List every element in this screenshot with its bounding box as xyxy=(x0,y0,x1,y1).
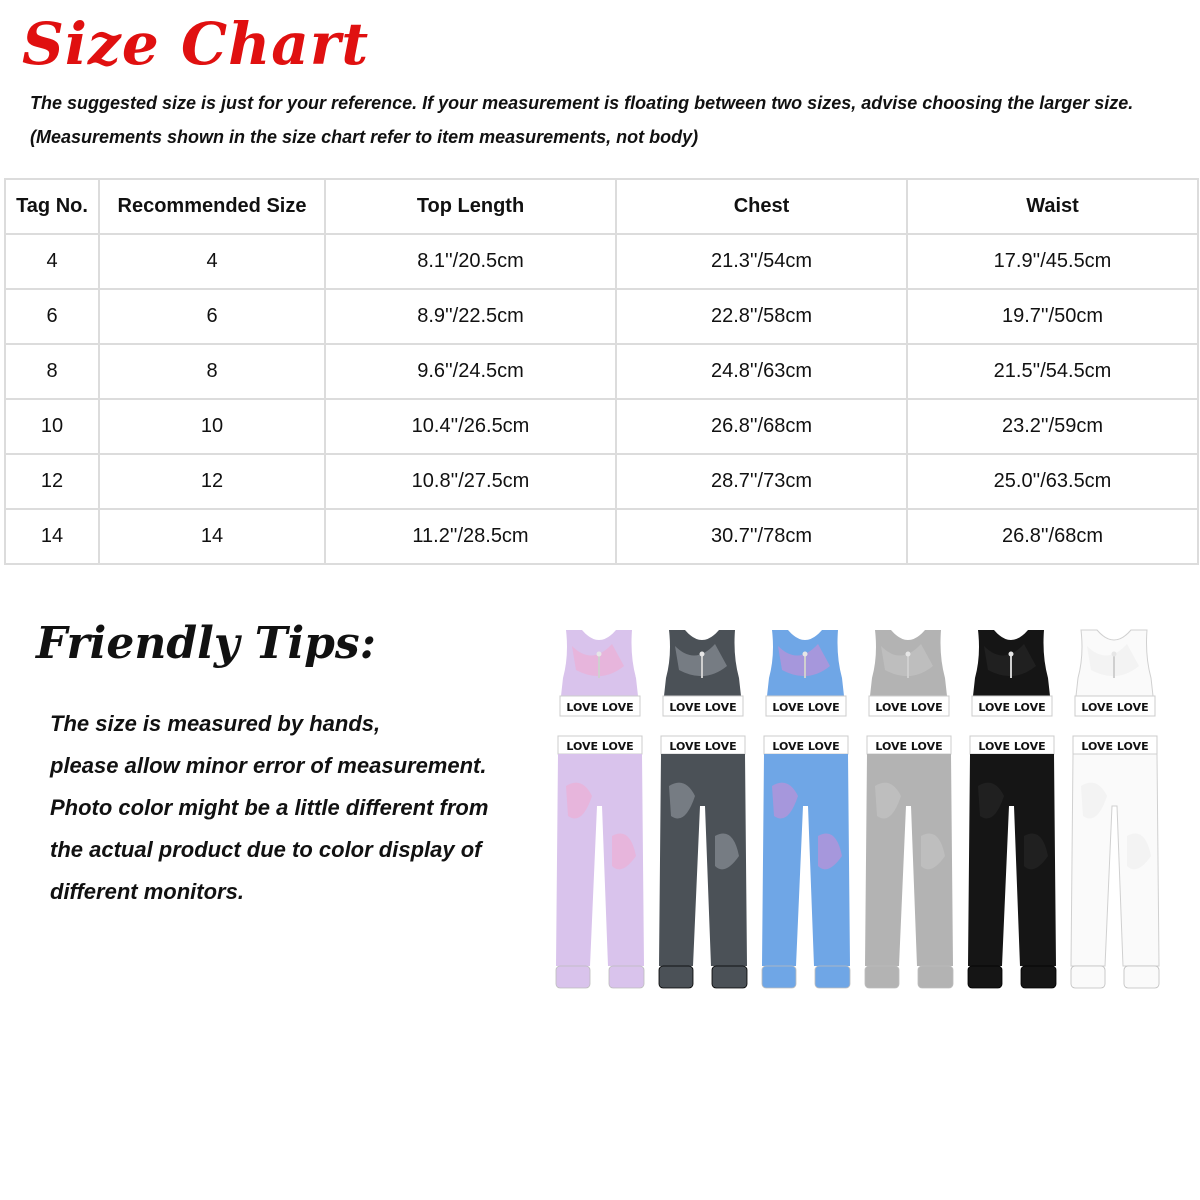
cell-chest: 21.3''/54cm xyxy=(616,234,907,289)
product-photo xyxy=(552,626,1162,992)
cell-tag-no: 14 xyxy=(5,509,99,564)
tip-line: different monitors. xyxy=(50,879,244,904)
friendly-tips-text xyxy=(50,703,550,913)
table-row xyxy=(5,454,1198,509)
tip-line: Photo color might be a little different from xyxy=(50,795,489,820)
cell-top-length: 10.4''/26.5cm xyxy=(325,399,616,454)
cell-recommended-size: 8 xyxy=(99,344,325,399)
table-row xyxy=(5,234,1198,289)
cell-recommended-size: 4 xyxy=(99,234,325,289)
outfit-grey xyxy=(861,626,956,992)
svg-text:LOVE LOVE: LOVE LOVE xyxy=(772,740,840,753)
cell-chest: 28.7''/73cm xyxy=(616,454,907,509)
cell-tag-no: 4 xyxy=(5,234,99,289)
header-top-length: Top Length xyxy=(325,179,616,234)
cell-top-length: 9.6''/24.5cm xyxy=(325,344,616,399)
cell-tag-no: 10 xyxy=(5,399,99,454)
svg-text:LOVE LOVE: LOVE LOVE xyxy=(566,701,634,714)
outfit-pink-tie-dye xyxy=(552,626,647,992)
cell-waist: 23.2''/59cm xyxy=(907,399,1198,454)
measurement-note: (Measurements shown in the size chart refer to item measurements, not body) xyxy=(30,127,699,147)
page-title: Size Chart xyxy=(22,10,370,78)
tip-line: please allow minor error of measurement. xyxy=(50,753,487,778)
outfit-white xyxy=(1067,626,1162,992)
svg-text:LOVE LOVE: LOVE LOVE xyxy=(978,701,1046,714)
cell-recommended-size: 12 xyxy=(99,454,325,509)
table-row xyxy=(5,344,1198,399)
cell-top-length: 11.2''/28.5cm xyxy=(325,509,616,564)
svg-text:LOVE LOVE: LOVE LOVE xyxy=(875,701,943,714)
svg-text:LOVE LOVE: LOVE LOVE xyxy=(1081,740,1149,753)
header-tag-no: Tag No. xyxy=(5,179,99,234)
tip-line: the actual product due to color display of xyxy=(50,837,482,862)
cell-waist: 19.7''/50cm xyxy=(907,289,1198,344)
tip-line: The size is measured by hands, xyxy=(50,711,381,736)
cell-chest: 24.8''/63cm xyxy=(616,344,907,399)
cell-recommended-size: 10 xyxy=(99,399,325,454)
table-row xyxy=(5,399,1198,454)
cell-recommended-size: 6 xyxy=(99,289,325,344)
cell-waist: 26.8''/68cm xyxy=(907,509,1198,564)
cell-top-length: 8.1''/20.5cm xyxy=(325,234,616,289)
cell-tag-no: 12 xyxy=(5,454,99,509)
cell-waist: 25.0''/63.5cm xyxy=(907,454,1198,509)
svg-text:LOVE LOVE: LOVE LOVE xyxy=(772,701,840,714)
cell-tag-no: 6 xyxy=(5,289,99,344)
cell-chest: 22.8''/58cm xyxy=(616,289,907,344)
size-table xyxy=(4,178,1199,565)
cell-top-length: 10.8''/27.5cm xyxy=(325,454,616,509)
cell-recommended-size: 14 xyxy=(99,509,325,564)
table-header-row xyxy=(5,179,1198,234)
cell-waist: 17.9''/45.5cm xyxy=(907,234,1198,289)
cell-chest: 26.8''/68cm xyxy=(616,399,907,454)
cell-tag-no: 8 xyxy=(5,344,99,399)
svg-text:LOVE LOVE: LOVE LOVE xyxy=(978,740,1046,753)
svg-text:LOVE LOVE: LOVE LOVE xyxy=(669,701,737,714)
size-advice-note: The suggested size is just for your reference. If your measurement is floating between two sizes, advise choosing the larger size. xyxy=(30,93,1134,113)
svg-text:LOVE LOVE: LOVE LOVE xyxy=(1081,701,1149,714)
outfit-camouflage xyxy=(655,626,750,992)
svg-text:LOVE LOVE: LOVE LOVE xyxy=(566,740,634,753)
svg-text:LOVE LOVE: LOVE LOVE xyxy=(669,740,737,753)
outfit-black xyxy=(964,626,1059,992)
cell-chest: 30.7''/78cm xyxy=(616,509,907,564)
outfit-blue-tie-dye xyxy=(758,626,853,992)
table-row xyxy=(5,289,1198,344)
svg-text:LOVE LOVE: LOVE LOVE xyxy=(875,740,943,753)
cell-top-length: 8.9''/22.5cm xyxy=(325,289,616,344)
friendly-tips-heading: Friendly Tips: xyxy=(36,618,376,669)
header-waist: Waist xyxy=(907,179,1198,234)
table-row xyxy=(5,509,1198,564)
cell-waist: 21.5''/54.5cm xyxy=(907,344,1198,399)
header-recommended-size: Recommended Size xyxy=(99,179,325,234)
header-chest: Chest xyxy=(616,179,907,234)
